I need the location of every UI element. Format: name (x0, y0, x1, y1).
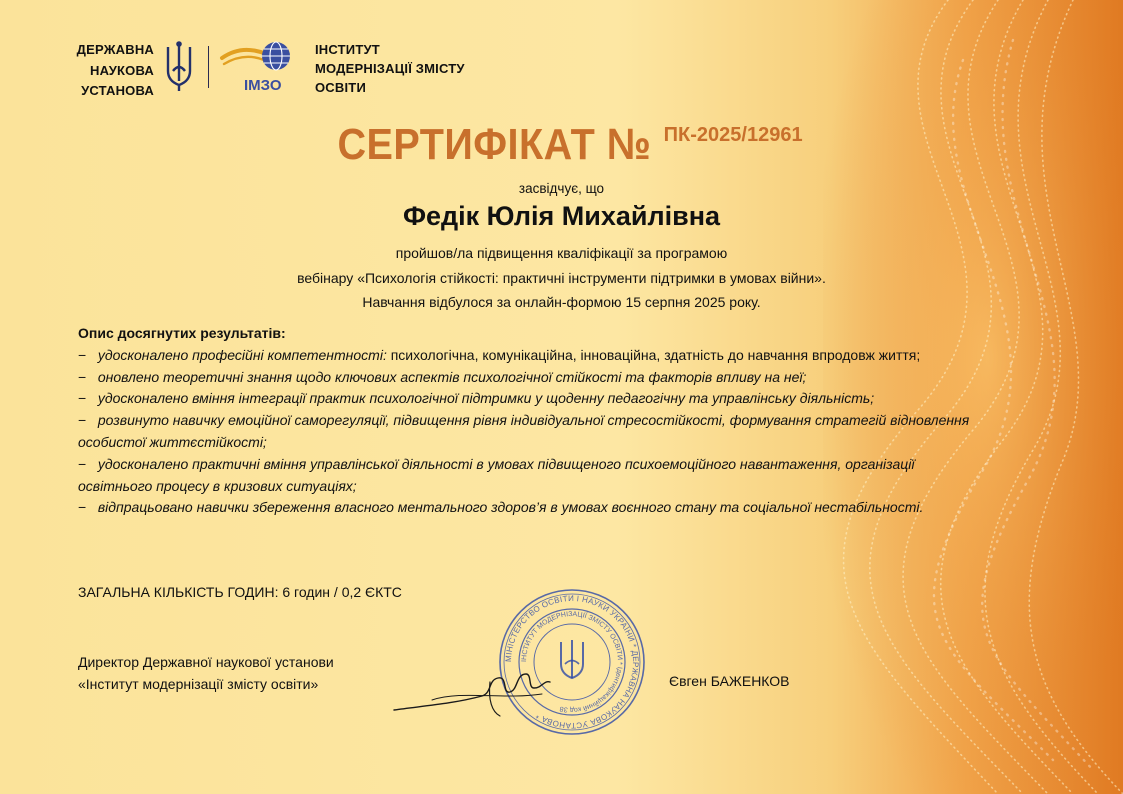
header-divider (208, 46, 209, 88)
imzo-institute-label: ІНСТИТУТ МОДЕРНІЗАЦІЇ ЗМІСТУ ОСВІТИ (315, 42, 465, 95)
program-line-2: вебінару «Психологія стійкості: практичні інструменти підтримки в умовах війни». (297, 270, 826, 286)
result-item: − удосконалено професійні компетентності: психологічна, комунікаційна, інноваційна, здатність до навчання впродовж життя; (78, 346, 921, 363)
result-item: − удосконалено практичні вміння управлінської діяльності в умовах підвищеного психоемоційного навантаження, організації освітнього процесу в кризових ситуаціях; (78, 455, 915, 494)
svg-text:ІНСТИТУТ МОДЕРНІЗАЦІЇ ЗМІСТУ О: ІНСТИТУТ МОДЕРНІЗАЦІЇ ЗМІСТУ ОСВІТИ * Ідентифікаційний код 38 (520, 610, 624, 714)
signer-name: Євген БАЖЕНКОВ (669, 673, 790, 689)
result-item: − оновлено теоретичні знання щодо ключових аспектів психологічної стійкості та факторів впливу на неї; (78, 368, 807, 385)
director-title: Директор Державної наукової установи «Інститут модернізації змісту освіти» (78, 654, 334, 692)
imzo-logo-icon (218, 38, 302, 96)
result-item: − відпрацьовано навички збереження власного ментального здоров’я в умовах воєнного стану та соціальної нестабільності. (78, 499, 924, 516)
result-item: − удосконалено вміння інтеграції практик психологічної підтримки у щоденну педагогічну та управлінську діяльність; (78, 390, 875, 407)
total-hours: ЗАГАЛЬНА КІЛЬКІСТЬ ГОДИН: 6 годин / 0,2 ЄКТС (78, 584, 402, 600)
state-institution-label: ДЕРЖАВНА НАУКОВА УСТАНОВА (76, 42, 154, 98)
svg-text:ІМЗО: ІМЗО (244, 77, 282, 94)
results-heading: Опис досягнутих результатів: (78, 325, 286, 341)
result-item: − розвинуто навичку емоційної саморегуляції, підвищення рівня індивідуальної стресостійкості, формування стратегій відновлення особистої життєстійкості; (78, 412, 970, 450)
trident-emblem-icon (162, 41, 196, 93)
recipient-name: Федік Юлія Михайлівна (402, 201, 721, 231)
handwritten-signature-icon (392, 660, 552, 722)
program-line-1: пройшов/ла підвищення кваліфікації за програмою (395, 245, 728, 261)
program-line-3: Навчання відбулося за онлайн-формою 15 серпня 2025 року. (362, 294, 761, 310)
certificate-title (0, 120, 1123, 170)
results-section (78, 323, 978, 519)
svg-text:МІНІСТЕРСТВО ОСВІТИ І НАУКИ УК: МІНІСТЕРСТВО ОСВІТИ І НАУКИ УКРАЇНИ * ДЕРЖАВНА НАУКОВА УСТАНОВА * (503, 593, 641, 731)
certifies-text: засвідчує, що (518, 181, 605, 196)
certificate-heading: СЕРТИФІКАТ № (337, 120, 652, 169)
certificate-number: ПК-2025/12961 (663, 124, 803, 146)
